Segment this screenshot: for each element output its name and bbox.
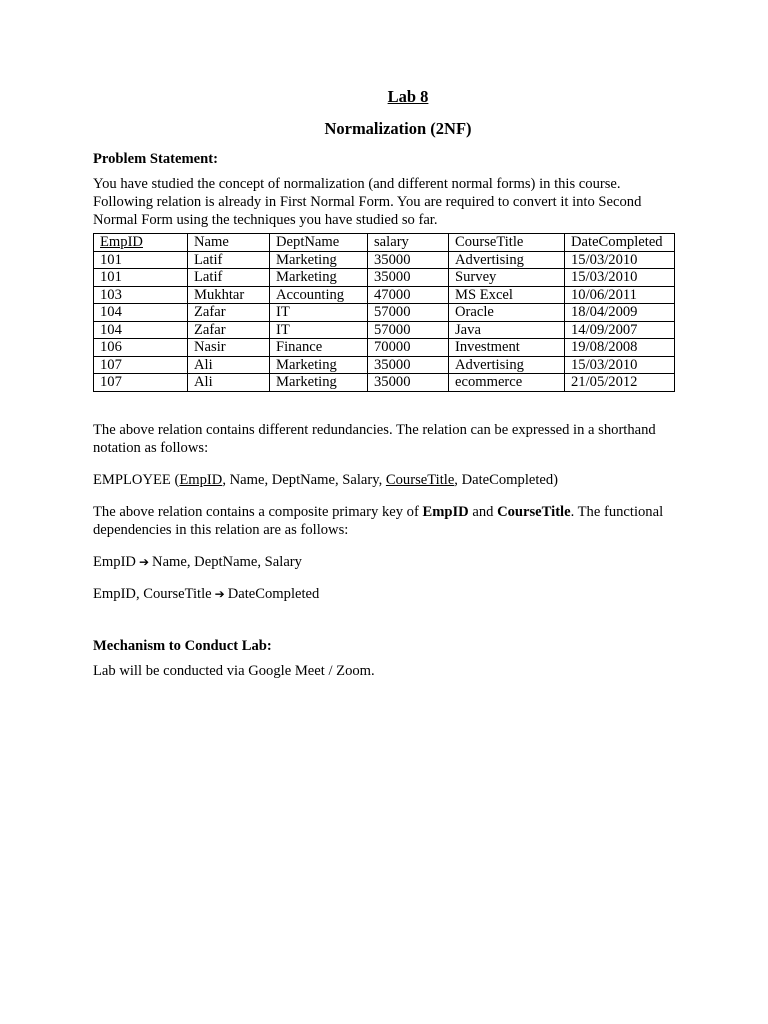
table-header-row [94,234,675,252]
shorthand-notation [93,471,683,489]
table-row [94,339,675,357]
col-header-coursetitle: CourseTitle [449,234,565,252]
cell-coursetitle: ecommerce [449,374,565,392]
arrow-right-icon: ➔ [214,586,225,601]
cell-name: Ali [188,374,270,392]
cell-salary: 47000 [368,286,449,304]
cell-name: Latif [188,269,270,287]
intro-paragraph: You have studied the concept of normalization (and different normal forms) in this course. Following relation is already in First Normal Form. You are required to convert it into Second Normal Form using the techniques you have studied so far. [93,176,642,228]
table-row [94,321,675,339]
composite-key-coursetitle: CourseTitle [497,503,571,520]
col-header-name: Name [188,234,270,252]
mechanism-text: Lab will be conducted via Google Meet / Zoom. [93,662,375,679]
cell-datecompleted: 15/03/2010 [565,251,675,269]
cell-name: Mukhtar [188,286,270,304]
table-row [94,269,675,287]
cell-coursetitle: Advertising [449,251,565,269]
shorthand-key-coursetitle: CourseTitle [385,471,455,488]
cell-salary: 35000 [368,269,449,287]
shorthand-mid: , Name, DeptName, Salary, [222,471,386,488]
cell-datecompleted: 10/06/2011 [565,286,675,304]
mechanism-label: Mechanism to Conduct Lab: [93,637,272,654]
cell-salary: 35000 [368,251,449,269]
arrow-right-icon: ➔ [138,554,150,569]
cell-salary: 35000 [368,374,449,392]
composite-and: and [468,503,498,520]
cell-coursetitle: Advertising [449,356,565,374]
cell-salary: 70000 [368,339,449,357]
cell-salary: 35000 [368,356,449,374]
shorthand-suffix: , DateCompleted) [454,471,559,488]
cell-name: Ali [188,356,270,374]
cell-deptname: Marketing [270,356,368,374]
cell-name: Nasir [188,339,270,357]
functional-dependency-1 [93,553,683,571]
composite-key-paragraph [93,503,683,539]
cell-salary: 57000 [368,304,449,322]
cell-deptname: Accounting [270,286,368,304]
cell-name: Zafar [188,321,270,339]
cell-deptname: Marketing [270,374,368,392]
shorthand-prefix: EMPLOYEE ( [93,471,180,488]
cell-empid: 106 [94,339,188,357]
col-header-empid: EmpID [94,234,188,252]
cell-deptname: IT [270,304,368,322]
cell-coursetitle: Java [449,321,565,339]
cell-deptname: IT [270,321,368,339]
table-row [94,251,675,269]
cell-name: Latif [188,251,270,269]
table-row [94,286,675,304]
cell-empid: 103 [94,286,188,304]
cell-empid: 101 [94,251,188,269]
cell-name: Zafar [188,304,270,322]
employee-table [93,233,675,392]
cell-datecompleted: 21/05/2012 [565,374,675,392]
document-page [93,86,683,680]
fd2-rhs: DateCompleted [227,585,320,602]
cell-empid: 107 [94,356,188,374]
cell-coursetitle: Investment [449,339,565,357]
table-row [94,374,675,392]
cell-empid: 104 [94,304,188,322]
table-row [94,356,675,374]
cell-datecompleted: 14/09/2007 [565,321,675,339]
cell-datecompleted: 15/03/2010 [565,356,675,374]
composite-before: The above relation contains a composite primary key of [93,503,423,520]
composite-key-empid: EmpID [422,503,469,520]
functional-dependency-2 [93,585,683,603]
cell-deptname: Marketing [270,269,368,287]
cell-salary: 57000 [368,321,449,339]
cell-empid: 101 [94,269,188,287]
cell-coursetitle: Oracle [449,304,565,322]
col-header-datecompleted: DateCompleted [565,234,675,252]
cell-deptname: Finance [270,339,368,357]
cell-datecompleted: 18/04/2009 [565,304,675,322]
cell-deptname: Marketing [270,251,368,269]
shorthand-key-empid: EmpID [179,471,223,488]
fd2-lhs: EmpID, CourseTitle [93,585,212,602]
cell-datecompleted: 19/08/2008 [565,339,675,357]
col-header-deptname: DeptName [270,234,368,252]
redundancy-paragraph: The above relation contains different redundancies. The relation can be expressed in a shorthand notation as follows: [93,421,656,456]
cell-empid: 104 [94,321,188,339]
col-header-salary: salary [368,234,449,252]
lab-title: Lab 8 [387,87,429,106]
cell-coursetitle: Survey [449,269,565,287]
table-row [94,304,675,322]
cell-coursetitle: MS Excel [449,286,565,304]
fd1-lhs: EmpID [93,553,136,570]
problem-statement-label: Problem Statement: [93,151,218,167]
cell-datecompleted: 15/03/2010 [565,269,675,287]
fd1-rhs: Name, DeptName, Salary [152,553,302,570]
cell-empid: 107 [94,374,188,392]
lab-subtitle: Normalization (2NF) [324,119,472,138]
composite-after: . The functional dependencies in this relation are as follows: [93,503,664,538]
